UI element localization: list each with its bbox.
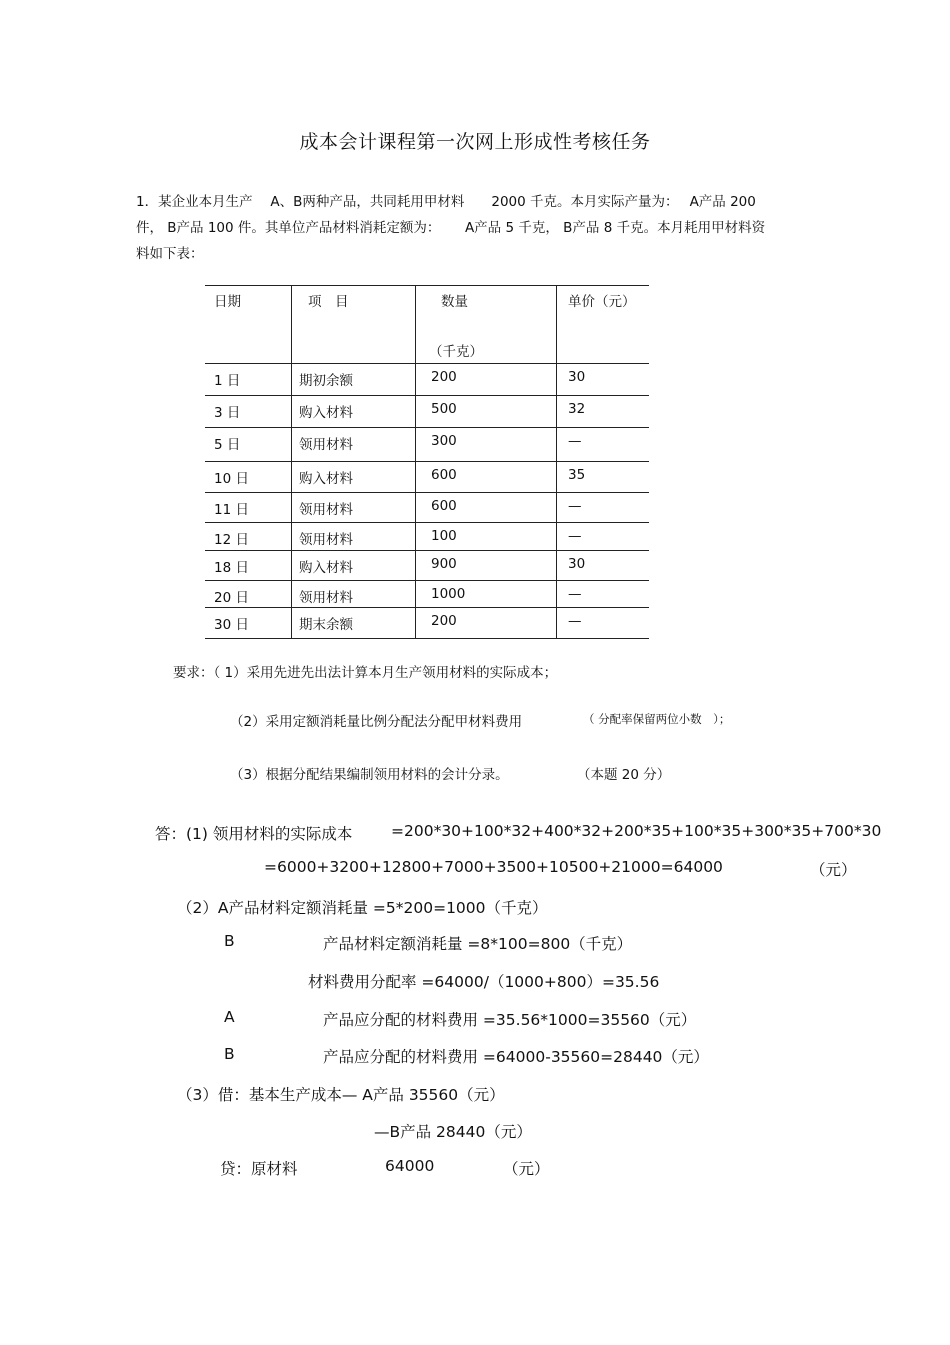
answer-1-label: 答：(1) 领用材料的实际成本	[155, 825, 353, 843]
header-qty-unit: （千克）	[429, 344, 483, 360]
requirement-3: （3）根据分配结果编制领用材料的会计分录。	[230, 767, 509, 783]
cell-item: 领用材料	[292, 428, 416, 462]
answer-1-result: =6000+3200+12800+7000+3500+10500+21000=64000	[264, 858, 723, 876]
cell-price: 32	[557, 396, 650, 428]
table-row	[205, 581, 649, 608]
cell-date: 18 日	[205, 551, 292, 581]
table-row	[205, 364, 649, 396]
table-row	[205, 551, 649, 581]
table-row	[205, 462, 649, 493]
cell-item: 领用材料	[292, 493, 416, 523]
requirement-2: （2）采用定额消耗量比例分配法分配甲材料费用	[230, 714, 523, 730]
answer-2-rate: 材料费用分配率 =64000/（1000+800）=35.56	[308, 973, 660, 991]
cell-date: 5 日	[205, 428, 292, 462]
requirement-1: 要求：（ 1）采用先进先出法计算本月生产领用材料的实际成本；	[173, 665, 558, 681]
answer-2-a-letter: A	[224, 1008, 235, 1026]
cell-qty: 500	[416, 396, 557, 428]
cell-date: 10 日	[205, 462, 292, 493]
answer-2-b2-letter: B	[224, 1045, 235, 1063]
cell-qty: 600	[416, 462, 557, 493]
answer-3-credit-label: 贷：原材料	[220, 1160, 298, 1178]
requirement-3-note: （本题 20 分）	[577, 767, 671, 783]
cell-date: 11 日	[205, 493, 292, 523]
header-date: 日期	[205, 286, 292, 364]
answer-2-b1-text: 产品材料定额消耗量 =8*100=800（千克）	[323, 935, 633, 953]
page-title: 成本会计课程第一次网上形成性考核任务	[299, 131, 651, 153]
cell-date: 30 日	[205, 608, 292, 639]
answer-2-a-text: 产品应分配的材料费用 =35.56*1000=35560（元）	[323, 1011, 697, 1029]
question-line-1: 1．某企业本月生产 A、B两种产品，共同耗用甲材料 2000 千克。本月实际产量为： A产品 200	[136, 194, 756, 210]
header-item: 项 目	[292, 286, 416, 364]
cell-qty: 600	[416, 493, 557, 523]
cell-date: 3 日	[205, 396, 292, 428]
table-row	[205, 428, 649, 462]
cell-date: 20 日	[205, 581, 292, 608]
cell-price: 30	[557, 551, 650, 581]
requirement-2-note: （ 分配率保留两位小数 ）；	[583, 712, 731, 726]
cell-qty: 300	[416, 428, 557, 462]
answer-3-debit-1: （3）借：基本生产成本— A产品 35560（元）	[177, 1086, 505, 1104]
question-line-2: 件， B产品 100 件。其单位产品材料消耗定额为： A产品 5 千克， B产品 8 千克。本月耗用甲材料资	[136, 220, 766, 236]
answer-3-debit-2: —B产品 28440（元）	[374, 1123, 532, 1141]
cell-qty: 100	[416, 523, 557, 551]
question-line-3: 料如下表：	[136, 246, 204, 262]
cell-item: 领用材料	[292, 581, 416, 608]
cell-item: 购入材料	[292, 551, 416, 581]
table-row	[205, 493, 649, 523]
cell-price: —	[557, 608, 650, 639]
cell-item: 购入材料	[292, 462, 416, 493]
answer-1-formula: =200*30+100*32+400*32+200*35+100*35+300*35+700*30	[391, 822, 882, 840]
table-row	[205, 608, 649, 639]
answer-3-credit-amount: 64000	[385, 1157, 435, 1175]
cell-qty: 1000	[416, 581, 557, 608]
cell-price: 35	[557, 462, 650, 493]
cell-qty: 200	[416, 608, 557, 639]
answer-1-unit: （元）	[810, 861, 857, 879]
cell-price: —	[557, 523, 650, 551]
cell-item: 购入材料	[292, 396, 416, 428]
cell-qty: 200	[416, 364, 557, 396]
material-table	[205, 285, 649, 639]
header-qty-label: 数量	[441, 294, 468, 310]
answer-3-credit-unit: （元）	[503, 1160, 550, 1178]
answer-2-b1-letter: B	[224, 932, 235, 950]
cell-qty: 900	[416, 551, 557, 581]
cell-price: 30	[557, 364, 650, 396]
cell-price: —	[557, 493, 650, 523]
cell-item: 期初余额	[292, 364, 416, 396]
answer-2-line-1: （2）A产品材料定额消耗量 =5*200=1000（千克）	[177, 899, 548, 917]
header-price: 单价（元）	[557, 286, 650, 364]
cell-item: 期末余额	[292, 608, 416, 639]
cell-item: 领用材料	[292, 523, 416, 551]
table-header-row	[205, 286, 649, 364]
cell-date: 12 日	[205, 523, 292, 551]
answer-2-b2-text: 产品应分配的材料费用 =64000-35560=28440（元）	[323, 1048, 709, 1066]
table-row	[205, 523, 649, 551]
cell-date: 1 日	[205, 364, 292, 396]
table-row	[205, 396, 649, 428]
cell-price: —	[557, 428, 650, 462]
cell-price: —	[557, 581, 650, 608]
header-qty	[416, 286, 557, 364]
